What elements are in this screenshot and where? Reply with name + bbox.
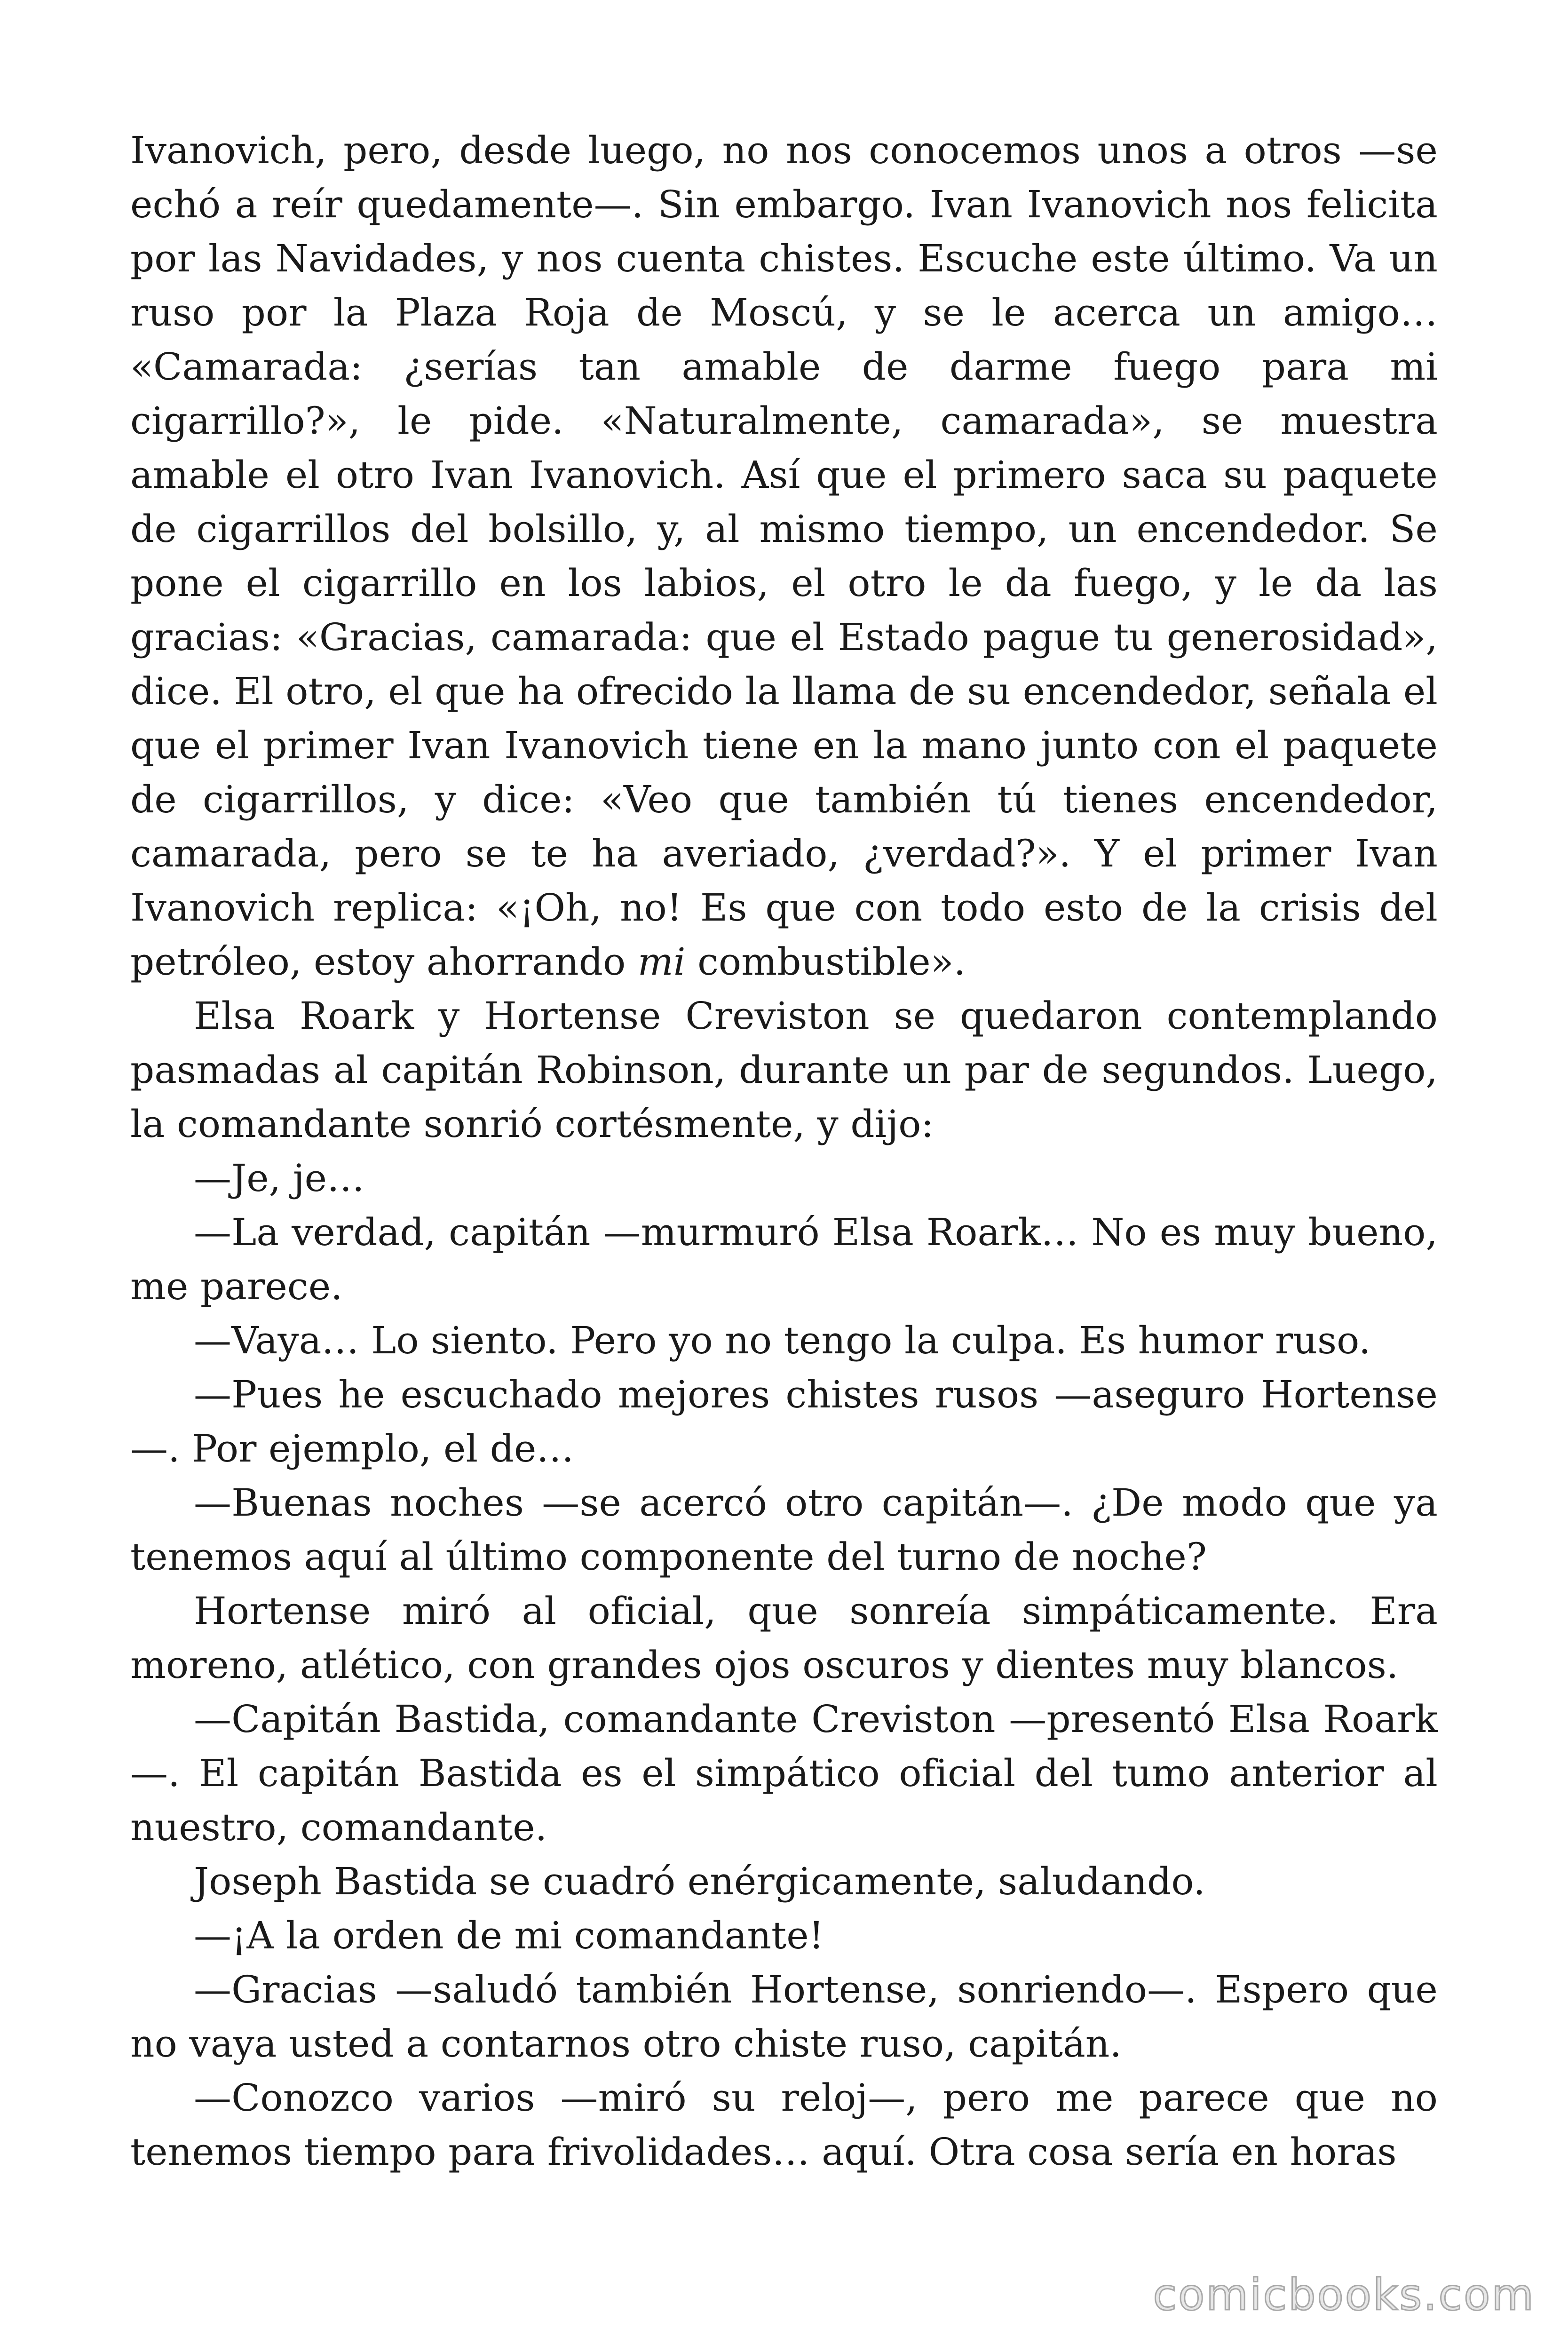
paragraph-2: Elsa Roark y Hortense Creviston se quedaron contemplando pasmadas al capitán Robinson, durante un par de segundos. Luego, la comandante sonrió cortésmente, y dijo: [130, 994, 1438, 1146]
paragraph-10: Joseph Bastida se cuadró enérgicamente, saludando. [194, 1859, 1205, 1903]
paragraph-7: —Buenas noches —se acercó otro capitán—. ¿De modo que ya tenemos aquí al último componente del turno de noche? [130, 1481, 1438, 1579]
paragraph-8: Hortense miró al oficial, que sonreía simpáticamente. Era moreno, atlético, con grandes ojos oscuros y dientes muy blancos. [130, 1589, 1438, 1687]
paragraph-13: —Conozco varios —miró su reloj—, pero me parece que no tenemos tiempo para frivolidades… aquí. Otra cosa sería en horas [130, 2076, 1438, 2174]
paragraph-1-tail: combustible». [685, 940, 966, 984]
paragraph-5: —Vaya… Lo siento. Pero yo no tengo la culpa. Es humor ruso. [194, 1319, 1371, 1362]
paragraph-11: —¡A la orden de mi comandante! [194, 1914, 824, 1957]
paragraph-6: —Pues he escuchado mejores chistes rusos —aseguro Hortense —. Por ejemplo, el de… [130, 1373, 1438, 1470]
paragraph-1 [130, 123, 1438, 989]
page-body [130, 123, 1438, 2179]
paragraph-1-text: Ivanovich, pero, desde luego, no nos conocemos unos a otros —se echó a reír quedamente—. Sin embargo. Ivan Ivanovich nos felicita por las Navidades, y nos cuenta chistes. Escuche este último. Va un ruso por la Plaza Roja de Moscú, y se le acerca un amigo… «Camarada: ¿serías tan amable de darme fuego para mi cigarrillo?», le pide. «Naturalmente, camarada», se muestra amable el otro Ivan Ivanovich. Así que el primero saca su paquete de cigarrillos del bolsillo, y, al mismo tiempo, un encendedor. Se pone el cigarrillo en los labios, el otro le da fuego, y le da las gracias: «Gracias, camarada: que el Estado pague tu generosidad», dice. El otro, el que ha ofrecido la llama de su encendedor, señala el que el primer Ivan Ivanovich tiene en la mano junto con el paquete de cigarrillos, y dice: «Veo que también tú tienes encendedor, camarada, pero se te ha averiado, ¿verdad?». Y el primer Ivan Ivanovich replica: «¡Oh, no! Es que con todo esto de la crisis del petróleo, estoy ahorrando [130, 128, 1438, 984]
paragraph-3: —Je, je… [194, 1156, 365, 1200]
paragraph-12: —Gracias —saludó también Hortense, sonriendo—. Espero que no vaya usted a contarnos otro chiste ruso, capitán. [130, 1968, 1438, 2066]
paragraph-4: —La verdad, capitán —murmuró Elsa Roark… No es muy bueno, me parece. [130, 1210, 1438, 1308]
paragraph-9: —Capitán Bastida, comandante Creviston —presentó Elsa Roark —. El capitán Bastida es el simpático oficial del tumo anterior al nuestro, comandante. [130, 1697, 1438, 1849]
emphasis-mi: mi [637, 940, 686, 984]
watermark-logo: comicbooks.com [1153, 2270, 1535, 2320]
